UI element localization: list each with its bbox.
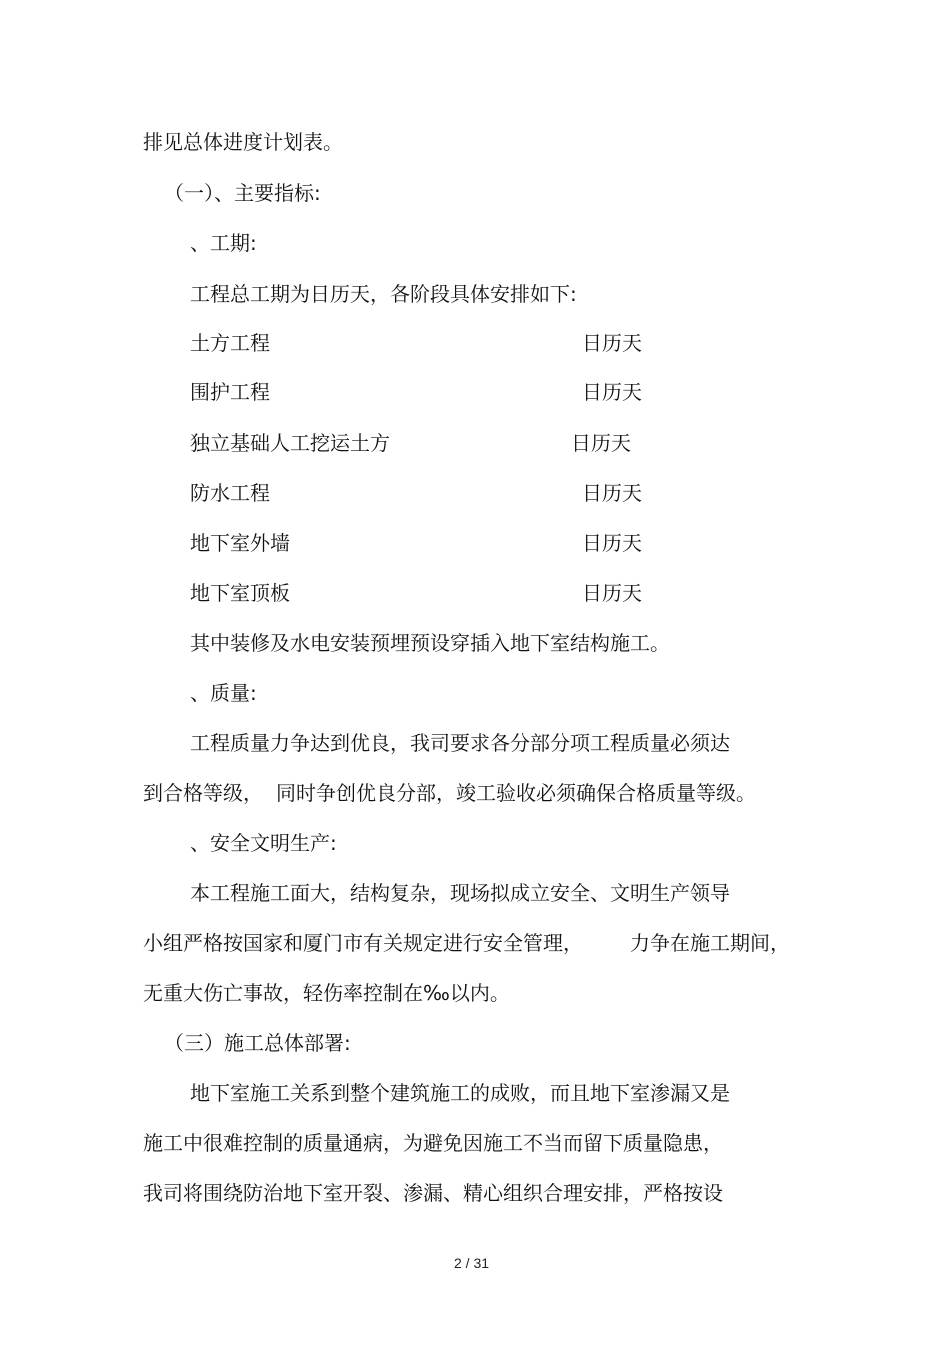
schedule-item-duration: 日历天 <box>582 481 642 505</box>
schedule-item-name: 地下室顶板 <box>190 581 290 605</box>
subsection-heading: 、工期: <box>190 231 257 255</box>
page-number: 2 / 31 <box>454 1255 490 1271</box>
section-heading: （一）、主要指标: <box>164 181 321 205</box>
schedule-item-duration: 日历天 <box>582 331 642 355</box>
schedule-item-duration: 日历天 <box>582 531 642 555</box>
paragraph: 到合格等级， <box>143 781 263 805</box>
paragraph: 我司将围绕防治地下室开裂、渗漏、精心组织合理安排，严格按设 <box>143 1181 723 1205</box>
paragraph: 本工程施工面大，结构复杂，现场拟成立安全、文明生产领导 <box>190 881 730 905</box>
paragraph: 排见总体进度计划表。 <box>143 130 343 154</box>
paragraph: 其中装修及水电安装预埋预设穿插入地下室结构施工。 <box>190 631 670 655</box>
paragraph: 力争在施工期间， <box>630 931 790 955</box>
schedule-item-name: 土方工程 <box>190 331 270 355</box>
schedule-item-name: 地下室外墙 <box>190 531 290 555</box>
paragraph: 工程质量力争达到优良，我司要求各分部分项工程质量必须达 <box>190 731 730 755</box>
schedule-item-duration: 日历天 <box>582 581 642 605</box>
paragraph: 工程总工期为日历天，各阶段具体安排如下: <box>190 282 577 306</box>
subsection-heading: 、安全文明生产: <box>190 831 337 855</box>
paragraph: 小组严格按国家和厦门市有关规定进行安全管理， <box>143 931 583 955</box>
subsection-heading: 、质量: <box>190 681 257 705</box>
schedule-item-name: 围护工程 <box>190 380 270 404</box>
schedule-item-duration: 日历天 <box>571 431 631 455</box>
section-heading: （三）施工总体部署: <box>164 1031 351 1055</box>
paragraph: 施工中很难控制的质量通病，为避免因施工不当而留下质量隐患， <box>143 1131 723 1155</box>
schedule-item-duration: 日历天 <box>582 380 642 404</box>
paragraph: 同时争创优良分部，竣工验收必须确保合格质量等级。 <box>276 781 756 805</box>
paragraph: 无重大伤亡事故，轻伤率控制在‰以内。 <box>143 981 510 1005</box>
paragraph: 地下室施工关系到整个建筑施工的成败，而且地下室渗漏又是 <box>190 1081 730 1105</box>
schedule-item-name: 独立基础人工挖运土方 <box>190 431 390 455</box>
schedule-item-name: 防水工程 <box>190 481 270 505</box>
